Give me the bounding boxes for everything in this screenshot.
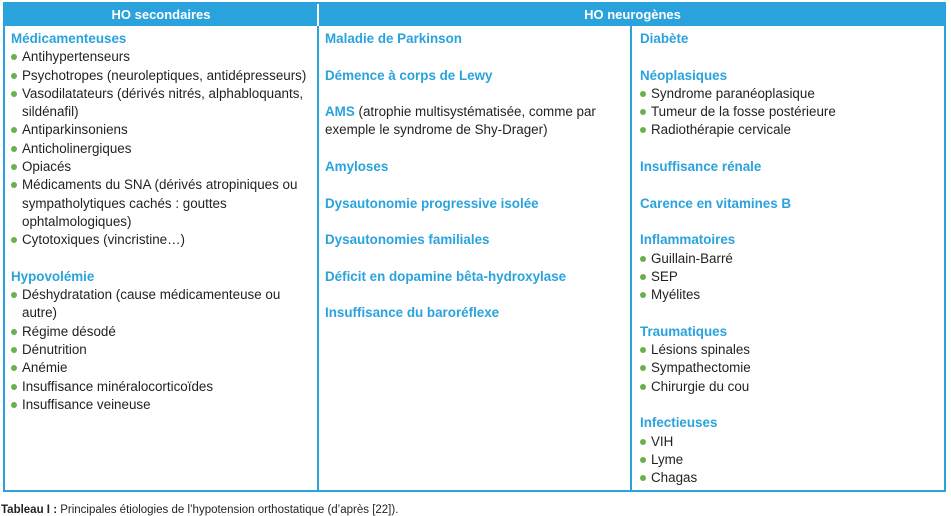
table-caption xyxy=(1,504,398,516)
list-item-text: Opiacés xyxy=(22,159,72,175)
section xyxy=(640,30,940,48)
column-ho-neurogenes-central xyxy=(325,30,625,323)
section xyxy=(325,231,625,249)
list-item xyxy=(11,67,311,85)
section-description: (atrophie multisystématisée, comme par exemple le syndrome de Shy-Drager) xyxy=(325,104,596,138)
list-item-text: Lyme xyxy=(651,451,684,467)
list-item-text: Radiothérapie cervicale xyxy=(651,122,791,138)
list-item xyxy=(11,378,311,396)
bullet-icon xyxy=(640,256,646,262)
section xyxy=(640,67,940,140)
table-header xyxy=(5,4,944,26)
list-item xyxy=(11,341,311,359)
section-title: Inflammatoires xyxy=(640,232,736,248)
section xyxy=(11,268,311,414)
list-item xyxy=(11,323,311,341)
list-item xyxy=(640,341,940,359)
section-title: AMS xyxy=(325,104,355,120)
list-item-text: Syndrome paranéoplasique xyxy=(651,85,815,101)
section-title: Déficit en dopamine bêta-hydroxylase xyxy=(325,268,567,284)
caption-label: Tableau I : xyxy=(1,504,58,516)
column-divider xyxy=(317,26,319,490)
etiologies-table xyxy=(3,2,946,492)
list-item-text: VIH xyxy=(651,433,674,449)
list-item xyxy=(640,268,940,286)
list-item xyxy=(11,48,311,66)
list-item xyxy=(640,378,940,396)
header-ho-secondaires: HO secondaires xyxy=(111,7,211,22)
section-title: Traumatiques xyxy=(640,323,728,339)
list-item-text: Sympathectomie xyxy=(651,360,751,376)
bullet-icon xyxy=(640,109,646,115)
list-item-text: Médicaments du SNA (dérivés atropiniques ou sympatholytiques cachés : gouttes ophtalmologiques) xyxy=(22,177,298,229)
section xyxy=(325,103,625,140)
section xyxy=(640,414,940,487)
bullet-icon xyxy=(11,73,17,79)
section xyxy=(325,67,625,85)
section xyxy=(325,158,625,176)
bullet-icon xyxy=(640,475,646,481)
bullet-icon xyxy=(640,91,646,97)
bullet-icon xyxy=(640,439,646,445)
bullet-icon xyxy=(11,347,17,353)
list-item-text: Chirurgie du cou xyxy=(651,378,750,394)
list-item xyxy=(640,286,940,304)
list-item-text: Lésions spinales xyxy=(651,342,751,358)
section-title: Infectieuses xyxy=(640,415,718,431)
section-title: Maladie de Parkinson xyxy=(325,31,462,46)
bullet-icon xyxy=(640,274,646,280)
section xyxy=(640,231,940,304)
section-title: Amyloses xyxy=(325,159,389,175)
section-title: Dysautonomie progressive isolée xyxy=(325,195,539,211)
list-item xyxy=(640,433,940,451)
bullet-icon xyxy=(11,54,17,60)
bullet-list xyxy=(11,48,311,249)
section-title: Diabète xyxy=(640,31,689,46)
list-item-text: Dénutrition xyxy=(22,342,87,358)
section-title: Insuffisance rénale xyxy=(640,159,762,175)
list-item xyxy=(11,396,311,414)
column-ho-neurogenes-peripheral xyxy=(640,30,940,487)
list-item xyxy=(640,121,940,139)
column-divider xyxy=(630,26,632,490)
section xyxy=(325,30,625,48)
section-title: Démence à corps de Lewy xyxy=(325,67,493,83)
list-item xyxy=(11,121,311,139)
section-title: Hypovolémie xyxy=(11,268,95,284)
bullet-list xyxy=(11,286,311,414)
bullet-icon xyxy=(640,292,646,298)
bullet-icon xyxy=(11,91,17,97)
list-item-text: Psychotropes (neuroleptiques, antidépresseurs) xyxy=(22,67,307,83)
list-item-text: SEP xyxy=(651,268,678,284)
header-ho-neurogenes: HO neurogènes xyxy=(317,4,946,26)
list-item xyxy=(640,85,940,103)
section-title: Carence en vitamines B xyxy=(640,195,792,211)
bullet-icon xyxy=(11,127,17,133)
list-item xyxy=(640,451,940,469)
list-item xyxy=(640,103,940,121)
list-item-text: Tumeur de la fosse postérieure xyxy=(651,104,836,120)
list-item xyxy=(11,231,311,249)
list-item xyxy=(640,469,940,487)
section xyxy=(325,304,625,322)
section xyxy=(640,158,940,176)
section xyxy=(11,30,311,250)
bullet-icon xyxy=(11,182,17,188)
column-ho-secondaires xyxy=(11,30,311,414)
list-item xyxy=(11,85,311,122)
bullet-icon xyxy=(11,164,17,170)
bullet-icon xyxy=(11,402,17,408)
list-item xyxy=(11,158,311,176)
section xyxy=(640,323,940,396)
bullet-icon xyxy=(640,457,646,463)
list-item-text: Antiparkinsoniens xyxy=(22,122,128,138)
list-item-text: Anémie xyxy=(22,360,68,376)
bullet-icon xyxy=(11,292,17,298)
bullet-list xyxy=(640,433,940,488)
list-item xyxy=(640,359,940,377)
list-item-text: Vasodilatateurs (dérivés nitrés, alphabloquants, sildénafil) xyxy=(22,85,304,120)
section xyxy=(640,195,940,213)
bullet-icon xyxy=(11,329,17,335)
bullet-icon xyxy=(11,237,17,243)
section-title: Néoplasiques xyxy=(640,67,728,83)
list-item xyxy=(11,176,311,231)
list-item-text: Régime désodé xyxy=(22,323,116,339)
bullet-icon xyxy=(640,127,646,133)
section xyxy=(325,268,625,286)
bullet-list xyxy=(640,85,940,140)
list-item-text: Insuffisance minéralocorticoïdes xyxy=(22,378,214,394)
bullet-list xyxy=(640,341,940,396)
list-item-text: Guillain-Barré xyxy=(651,250,733,266)
bullet-icon xyxy=(11,384,17,390)
list-item-text: Cytotoxiques (vincristine…) xyxy=(22,232,185,248)
list-item xyxy=(11,140,311,158)
list-item-text: Déshydratation (cause médicamenteuse ou autre) xyxy=(22,287,281,321)
list-item xyxy=(640,250,940,268)
section-title: Médicamenteuses xyxy=(11,31,127,46)
list-item-text: Antihypertenseurs xyxy=(22,49,130,65)
list-item-text: Chagas xyxy=(651,470,698,486)
section xyxy=(325,195,625,213)
bullet-icon xyxy=(640,365,646,371)
list-item xyxy=(11,359,311,377)
list-item-text: Myélites xyxy=(651,287,701,303)
bullet-icon xyxy=(11,365,17,371)
section-title: Insuffisance du baroréflexe xyxy=(325,305,500,321)
caption-text: Principales étiologies de l’hypotension orthostatique (d’après [22]). xyxy=(57,504,399,516)
bullet-icon xyxy=(640,384,646,390)
bullet-list xyxy=(640,250,940,305)
list-item-text: Insuffisance veineuse xyxy=(22,396,151,412)
section-title: Dysautonomies familiales xyxy=(325,232,490,248)
bullet-icon xyxy=(640,347,646,353)
list-item xyxy=(11,286,311,323)
bullet-icon xyxy=(11,146,17,152)
list-item-text: Anticholinergiques xyxy=(22,140,132,156)
